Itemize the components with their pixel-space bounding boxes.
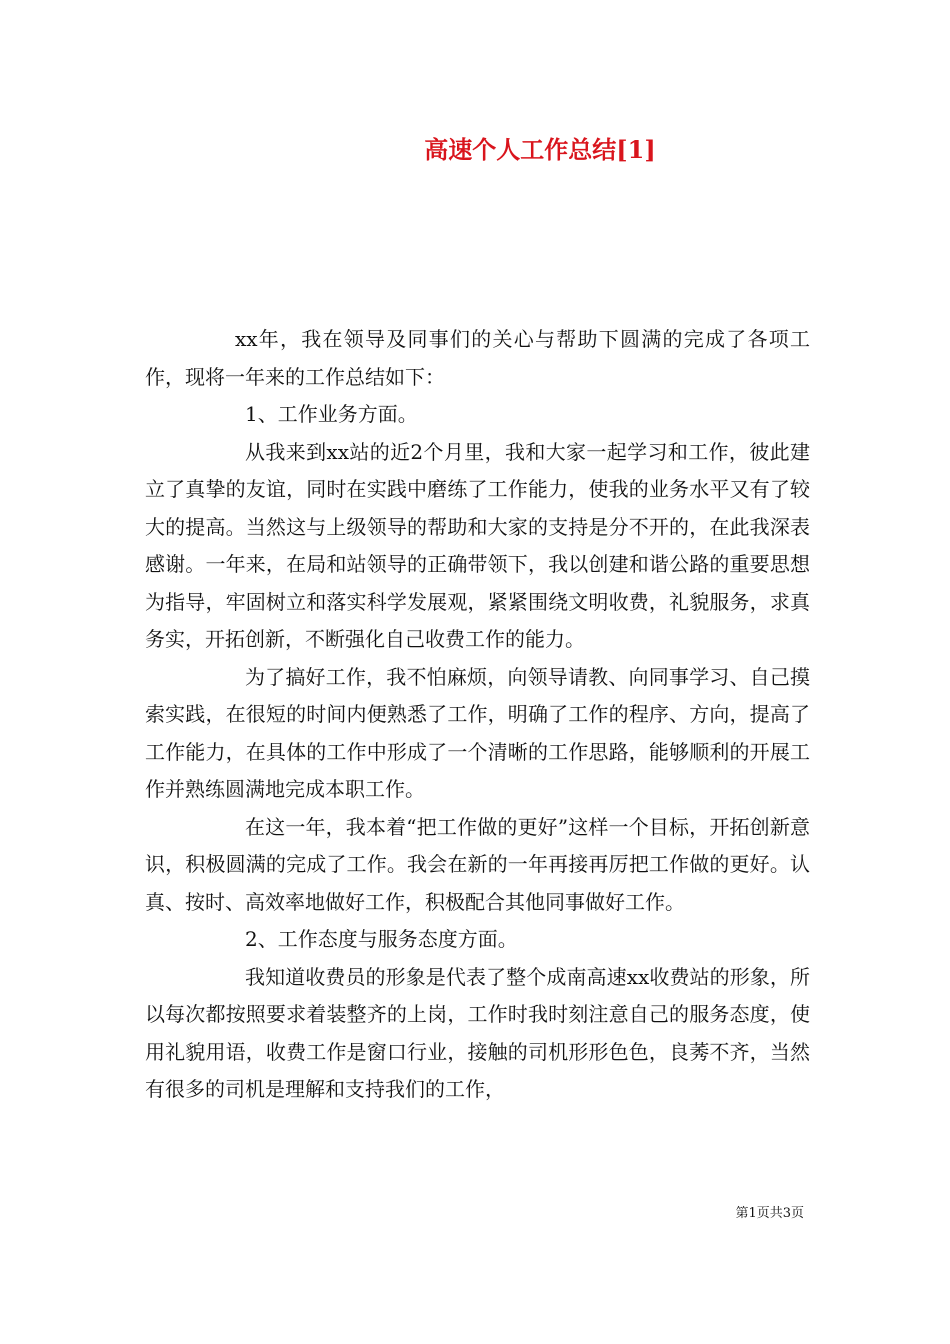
document-body <box>145 321 810 1109</box>
paragraph-work-business: 从我来到xx站的近2个月里，我和大家一起学习和工作，彼此建立了真挚的友谊，同时在实践中磨练了工作能力，使我的业务水平又有了较大的提高。当然这与上级领导的帮助和大家的支持是分不开的，在此我深表感谢。一年来，在局和站领导的正确带领下，我以创建和谐公路的重要思想为指导，牢固树立和落实科学发展观，紧紧围绕文明收费，礼貌服务，求真务实，开拓创新，不断强化自己收费工作的能力。 <box>145 439 810 651</box>
document-title: 高速个人工作总结[1] <box>424 135 656 164</box>
paragraph-learning: 为了搞好工作，我不怕麻烦，向领导请教、向同事学习、自己摸索实践，在很短的时间内便熟悉了工作，明确了工作的程序、方向，提高了工作能力，在具体的工作中形成了一个清晰的工作思路，能够顺利的开展工作并熟练圆满地完成本职工作。 <box>145 664 810 801</box>
paragraph-attitude: 我知道收费员的形象是代表了整个成南高速xx收费站的形象，所以每次都按照要求着装整齐的上岗，工作时我时刻注意自己的服务态度，使用礼貌用语，收费工作是窗口行业，接触的司机形形色色，良莠不齐，当然有很多的司机是理解和支持我们的工作， <box>145 964 810 1101</box>
section-heading-work-business: 1、工作业务方面。 <box>245 402 418 426</box>
paragraph-intro: xx年，我在领导及同事们的关心与帮助下圆满的完成了各项工作，现将一年来的工作总结如下： <box>145 327 810 389</box>
section-heading-attitude: 2、工作态度与服务态度方面。 <box>245 927 518 951</box>
page-number-footer: 第1页共3页 <box>735 1206 804 1221</box>
paragraph-goal: 在这一年，我本着“把工作做的更好”这样一个目标，开拓创新意识，积极圆满的完成了工作。我会在新的一年再接再厉把工作做的更好。认真、按时、高效率地做好工作，积极配合其他同事做好工作。 <box>145 814 810 914</box>
